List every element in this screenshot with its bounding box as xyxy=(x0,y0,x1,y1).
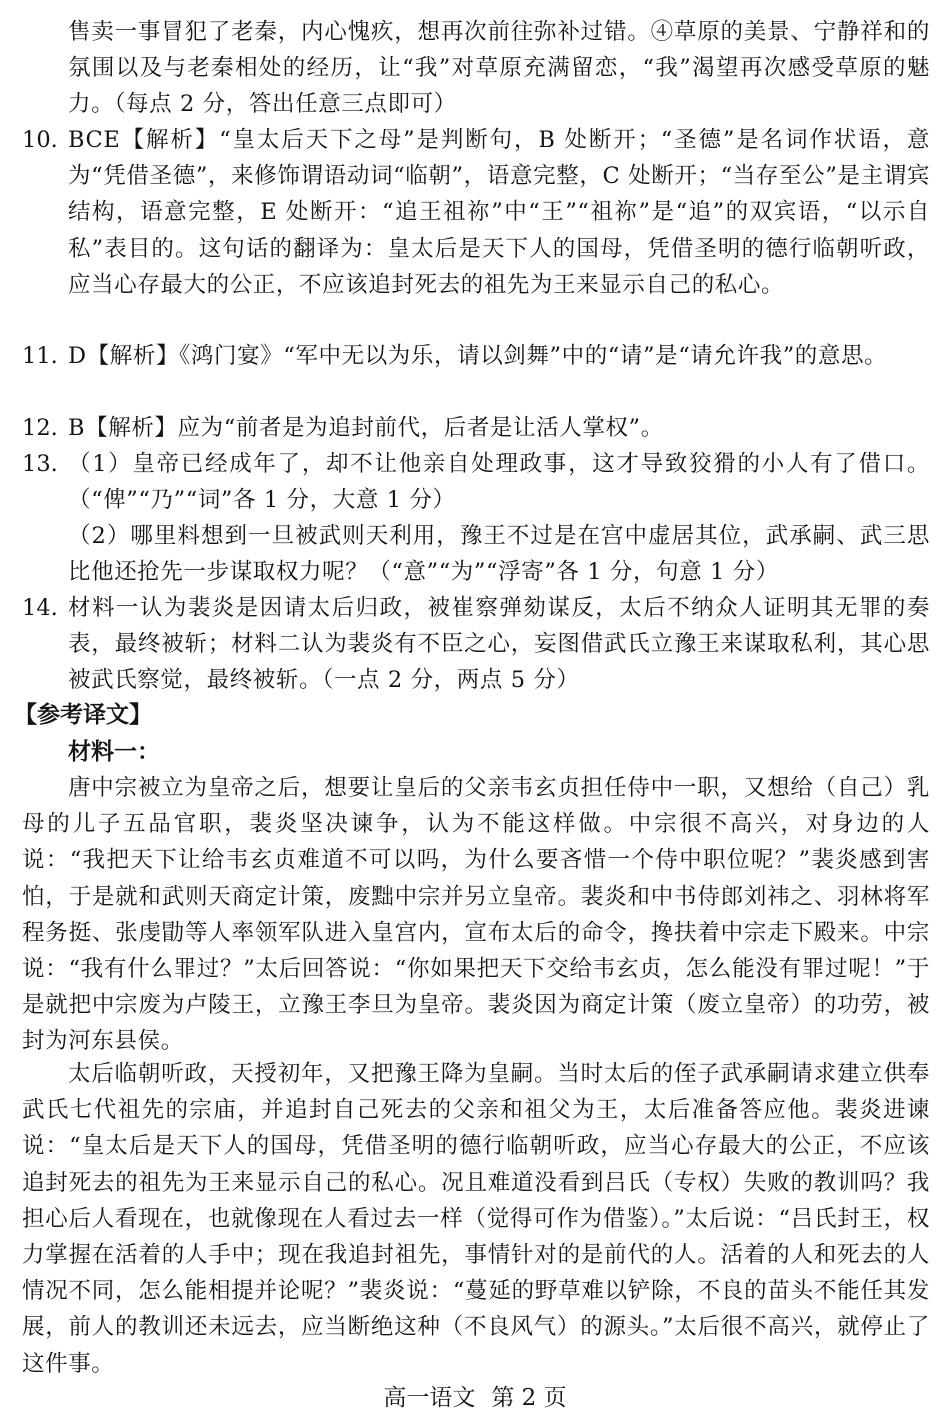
footer-subject: 高一语文 xyxy=(383,1385,476,1411)
material-one-label: 材料一： xyxy=(68,738,160,765)
question-number-12: 12. xyxy=(22,415,58,441)
translation-paragraph-1: 唐中宗被立为皇帝之后，想要让皇后的父亲韦玄贞担任侍中一职，又想给（自己）乳母的儿子五品官职，裴炎坚决谏争，认为不能这样做。中宗很不高兴，对身边的人说：“我把天下让给韦玄贞难道不可以吗，为什么要吝惜一个侍中职位呢？”裴炎感到害怕，于是就和武则天商定计策，废黜中宗并另立皇帝。裴炎和中书侍郎刘祎之、羽林将军程务挺、张虔勖等人率领军队进入皇宫内，宣布太后的命令，搀扶着中宗走下殿来。中宗说：“我有什么罪过？”太后回答说：“你如果把天下交给韦玄贞，怎么能没有罪过呢！”于是就把中宗废为卢陵王，立豫王李旦为皇帝。裴炎因为商定计策（废立皇帝）的功劳，被封为河东县侯。 xyxy=(22,775,930,1055)
translation-paragraph-2: 太后临朝听政，天授初年，又把豫王降为皇嗣。当时太后的侄子武承嗣请求建立供奉武氏七代祖先的宗庙，并追封自己死去的父亲和祖父为王，太后准备答应他。裴炎进谏说：“皇太后是天下人的国母，凭借圣明的德行临朝听政，应当心存最大的公正，不应该追封死去的祖先为王来显示自己的私心。况且难道没看到吕氏（专权）失败的教训吗？我担心后人看现在，也就像现在人看过去一样（觉得可作为借鉴）。”太后说：“吕氏封王，权力掌握在活着的人手中；现在我追封祖先，事情针对的是前代的人。活着的人和死去的人情况不同，怎么能相提并论呢？”裴炎说：“蔓延的野草难以铲除，不良的苗头不能任其发展，前人的教训还未远去，应当断绝这种（不良风气）的源头。”太后很不高兴，就停止了这件事。 xyxy=(22,1061,930,1377)
answer-11: D【解析】《鸿门宴》“军中无以为乐，请以剑舞”中的“请”是“请允许我”的意思。 xyxy=(68,343,888,369)
continued-answer-9: 售卖一事冒犯了老秦，内心愧疚，想再次前往弥补过错。④草原的美景、宁静祥和的氛围以及与老秦相处的经历，让“我”对草原充满留恋，“我”渴望再次感受草原的魅力。（每点 2 分，答出任意三点即可） xyxy=(68,19,930,118)
page-footer xyxy=(0,1380,950,1416)
answer-13-part-1: （1）皇帝已经成年了，却不让他亲自处理政事，这才导致狡猾的小人有了借口。（“俾”“乃”“词”各 1 分，大意 1 分） xyxy=(68,451,930,514)
answer-12: B【解析】应为“前者是为追封前代，后者是让活人掌权”。 xyxy=(68,415,664,441)
answer-14: 材料一认为裴炎是因请太后归政，被崔察弹劾谋反，太后不纳众人证明其无罪的奏表，最终被斩；材料二认为裴炎有不臣之心，妄图借武氏立豫王来谋取私利，其心思被武氏察觉，最终被斩。（一点 2 分，两点 5 分） xyxy=(68,595,930,694)
question-number-14: 14. xyxy=(22,595,58,621)
translation-heading: 【参考译文】 xyxy=(14,701,152,728)
question-number-10: 10. xyxy=(22,127,58,153)
footer-page-number: 第 2 页 xyxy=(491,1385,567,1411)
question-number-11: 11. xyxy=(22,343,58,369)
answer-13-part-2: （2）哪里料想到一旦被武则天利用，豫王不过是在宫中虚居其位，武承嗣、武三思比他还抢先一步谋取权力呢？（“意”“为”“浮寄”各 1 分，句意 1 分） xyxy=(68,523,930,586)
answer-10: BCE【解析】“皇太后天下之母”是判断句，B 处断开；“圣德”是名词作状语，意为“凭借圣德”，来修饰谓语动词“临朝”，语意完整，C 处断开；“当存至公”是主谓宾结构，语意完整，E 处断开：“追王祖祢”中“王”“祖祢”是“追”的双宾语，“以示自私”表目的。这句话的翻译为：皇太后是天下人的国母，凭借圣明的德行临朝听政，应当心存最大的公正，不应该追封死去的祖先为王来显示自己的私心。 xyxy=(68,127,930,298)
question-number-13: 13. xyxy=(22,451,58,477)
